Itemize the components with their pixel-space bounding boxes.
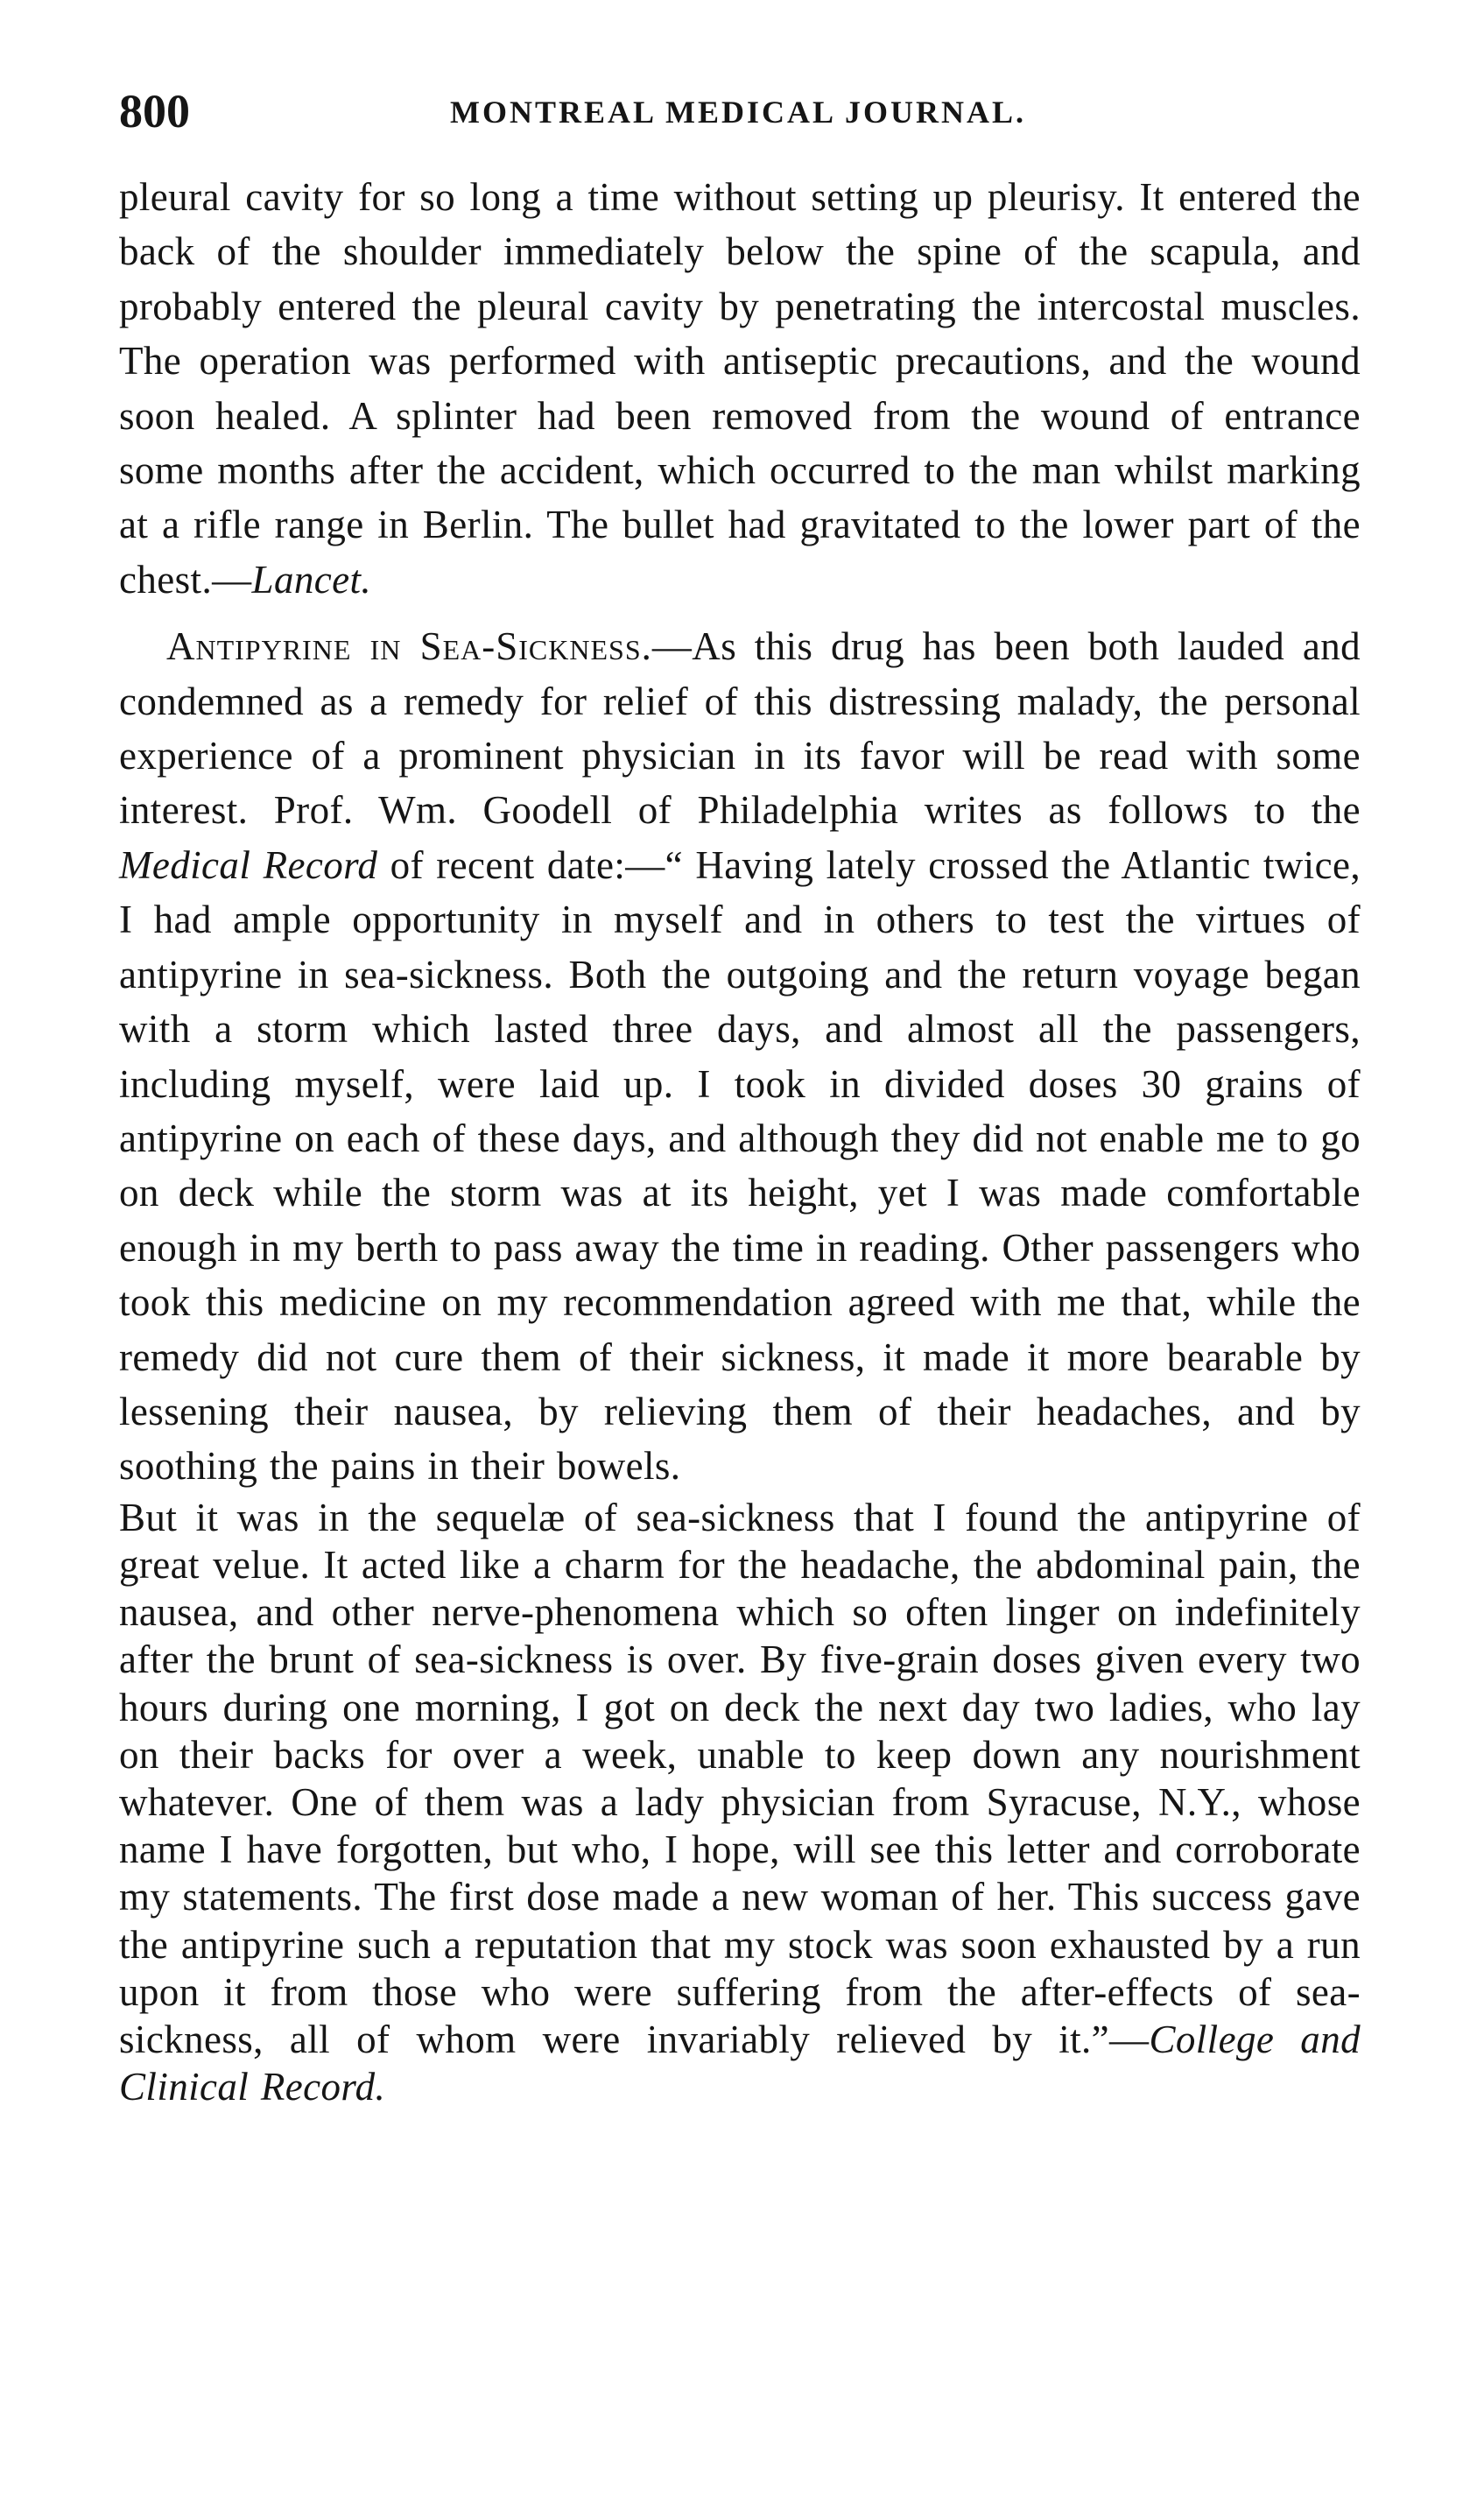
paragraph-text: pleural cavity for so long a time without setting up pleurisy. It entered the back of the shoulder immediately below the spine of the scapula, and probably entered the pleural cavity by penetrating the intercostal muscles. The operation was performed with antiseptic precautions, and the wound soon healed. A splinter had been removed from the wound of entrance some months after the accident, which occurred to the man whilst marking at a rifle range in Berlin. The bullet had gravitated to the lower part of the chest.— <box>119 175 1361 602</box>
running-title: MONTREAL MEDICAL JOURNAL. <box>450 95 1027 130</box>
source-citation: Lancet. <box>251 557 372 602</box>
paragraph-antipyrine-continued <box>119 1494 1361 2111</box>
page-number: 800 <box>119 85 190 137</box>
paragraph-antipyrine <box>119 619 1361 1494</box>
page-header <box>119 81 1380 142</box>
paragraph-text: —As this drug has been both lauded and condemned as a remedy for relief of this distressing malady, the personal experience of a prominent physician in its favor will be read with some interest. Prof. Wm. Goodell of Philadelphia writes as follows to the <box>119 624 1361 833</box>
journal-title: Medical Record <box>119 842 378 887</box>
paragraph-text: But it was in the sequelæ of sea-sickness that I found the antipyrine of great velue. It acted like a charm for the headache, the abdominal pain, the nausea, and other nerve-phenomena which so often linger on indefinitely after the brunt of sea-sickness is over. By five-grain doses given every two hours during one morning, I got on deck the next day two ladies, who lay on their backs for over a week, unable to keep down any nourishment whatever. One of them was a lady physician from Syracuse, N.Y., whose name I have forgotten, but who, I hope, will see this letter and corroborate my statements. The first dose made a new woman of her. This success gave the antipyrine such a reputation that my stock was soon exhausted by a run upon it from those who were suffering from the after-effects of sea-sickness, all of whom were invariably relieved by it.”— <box>119 1495 1361 2061</box>
source-citation: College and Clinical Record. <box>119 2017 1361 2109</box>
paragraph-text: of recent date:—“ Having lately crossed the Atlantic twice, I had ample opportunity in myself and in others to test the virtues of antipyrine in sea-sickness. Both the outgoing and the return voyage began with a storm which lasted three days, and almost all the passengers, including myself, were laid up. I took in divided doses 30 grains of antipyrine on each of these days, and although they did not enable me to go on deck while the storm was at its height, yet I was made comfortable enough in my berth to pass away the time in reading. Other passengers who took this medicine on my recommendation agreed with me that, while the remedy did not cure them of their sickness, it made it more bearable by lessening their nausea, by relieving them of their headaches, and by soothing the pains in their bowels. <box>119 842 1361 1489</box>
paragraph-continuation <box>119 170 1361 607</box>
article-body <box>119 170 1361 2110</box>
section-heading: Antipyrine in Sea-Sickness. <box>166 624 652 669</box>
